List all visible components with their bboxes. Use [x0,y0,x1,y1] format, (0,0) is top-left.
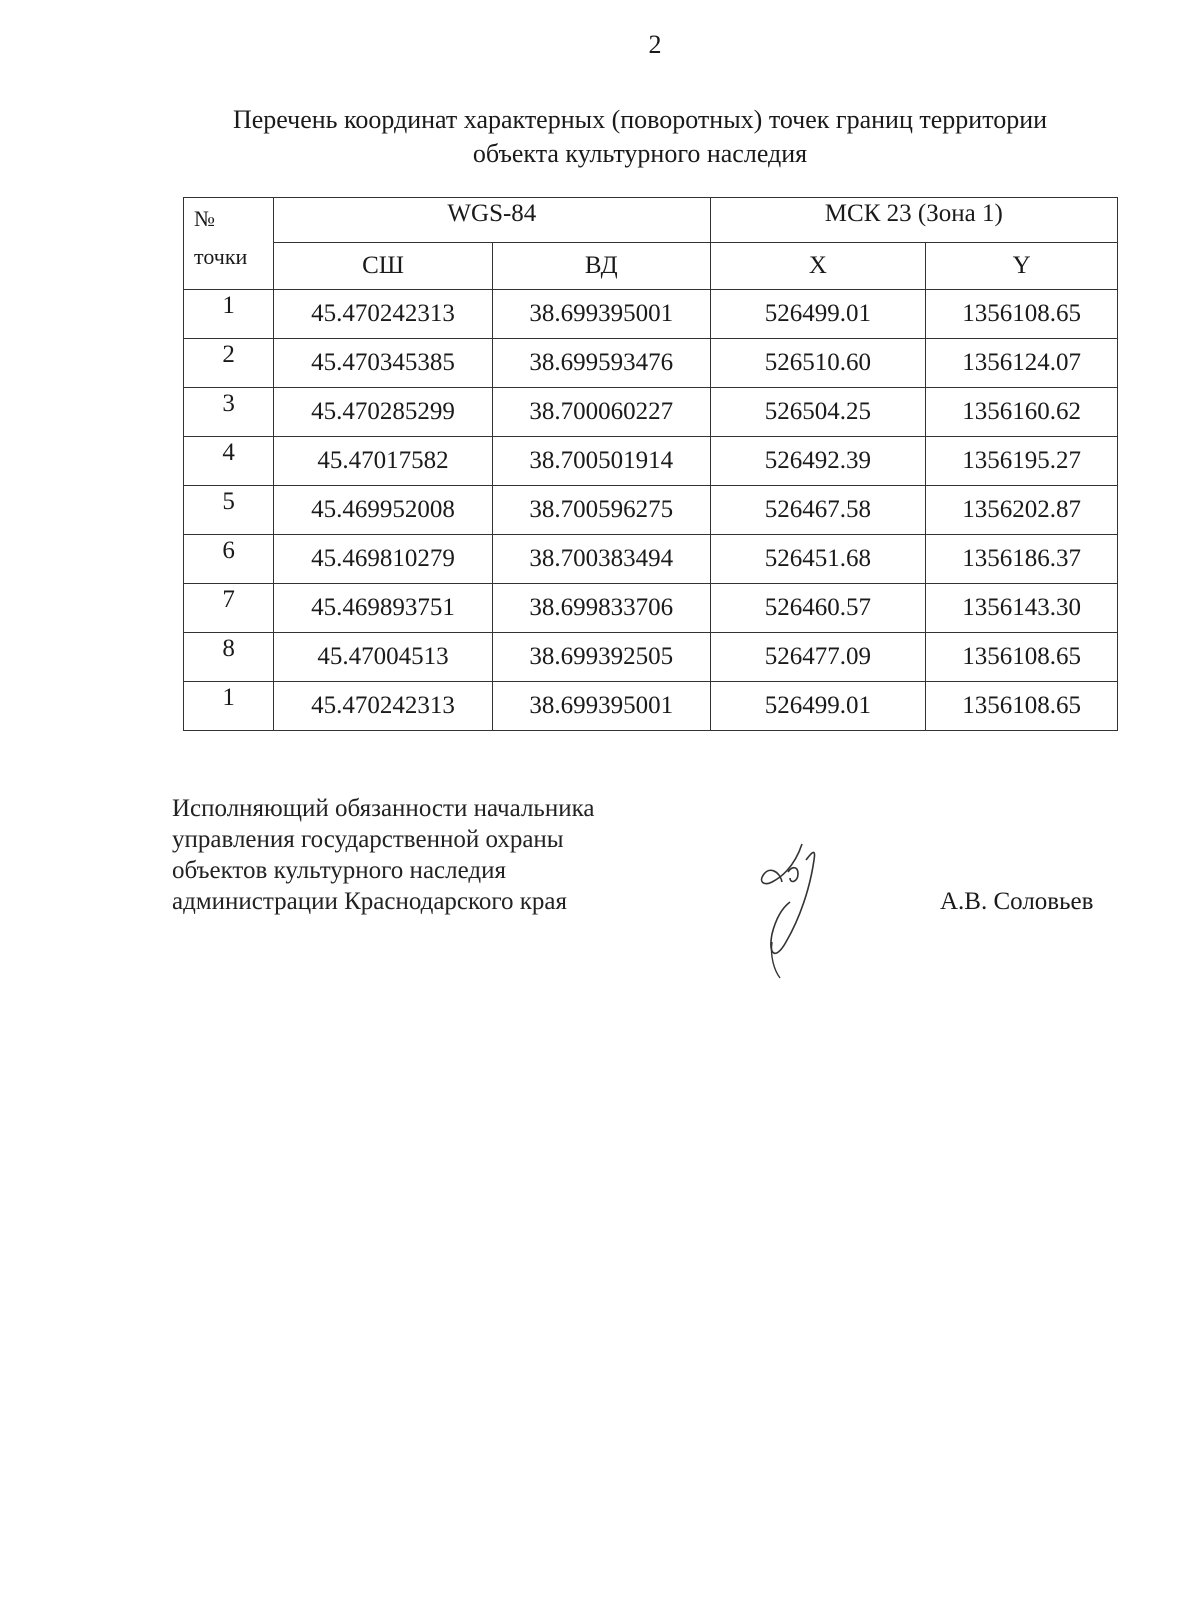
x-coordinate-cell: 526451.68 [710,535,926,584]
signatory-position-line: Исполняющий обязанности начальника [172,795,595,822]
y-coordinate-cell: 1356195.27 [926,437,1118,486]
signatory-position-line: управления государственной охраны [172,826,564,853]
longitude-cell: 38.699395001 [492,682,710,731]
table-row [184,339,1118,388]
latitude-cell: 45.469952008 [274,486,493,535]
table-row [184,290,1118,339]
point-number-cell: 5 [184,486,274,535]
signatory-position-line: объектов культурного наследия [172,857,506,884]
coordinates-table [183,197,1118,731]
x-coordinate-cell: 526492.39 [710,437,926,486]
document-title-line: Перечень координат характерных (поворотных) точек границ территории [232,105,1048,134]
x-coordinate-cell: 526499.01 [710,290,926,339]
table-row [184,486,1118,535]
latitude-cell: 45.470242313 [274,682,493,731]
longitude-cell: 38.699392505 [492,633,710,682]
longitude-cell: 38.700383494 [492,535,710,584]
wgs84-group-header: WGS-84 [274,198,710,243]
point-number-cell: 2 [184,339,274,388]
longitude-cell: 38.700596275 [492,486,710,535]
x-coordinate-cell: 526460.57 [710,584,926,633]
y-coordinate-cell: 1356143.30 [926,584,1118,633]
longitude-cell: 38.700060227 [492,388,710,437]
table-row [184,584,1118,633]
msk23-group-header: МСК 23 (Зона 1) [710,198,1117,243]
document-title-line: объекта культурного наследия [472,139,808,168]
latitude-cell: 45.470285299 [274,388,493,437]
point-number-cell: 8 [184,633,274,682]
y-coordinate-cell: 1356202.87 [926,486,1118,535]
x-coordinate-cell: 526477.09 [710,633,926,682]
latitude-cell: 45.469893751 [274,584,493,633]
latitude-cell: 45.47004513 [274,633,493,682]
point-number-cell: 4 [184,437,274,486]
point-number-cell: 3 [184,388,274,437]
table-row [184,437,1118,486]
signatory-name: А.В. Соловьев [940,888,1094,915]
point-number-cell: 7 [184,584,274,633]
table-row [184,682,1118,731]
longitude-cell: 38.699395001 [492,290,710,339]
y-coordinate-cell: 1356108.65 [926,633,1118,682]
latitude-header: СШ [274,243,493,290]
x-coordinate-cell: 526504.25 [710,388,926,437]
x-coordinate-cell: 526467.58 [710,486,926,535]
x-coordinate-cell: 526510.60 [710,339,926,388]
point-number-header [184,198,274,290]
y-coordinate-cell: 1356186.37 [926,535,1118,584]
number-sign-label: № [194,206,215,231]
signatory-position-line: администрации Краснодарского края [172,888,568,915]
table-row [184,535,1118,584]
y-header: Y [926,243,1118,290]
latitude-cell: 45.469810279 [274,535,493,584]
y-coordinate-cell: 1356108.65 [926,682,1118,731]
x-coordinate-cell: 526499.01 [710,682,926,731]
document-title [140,103,1140,171]
longitude-header: ВД [492,243,710,290]
x-header: X [710,243,926,290]
point-number-cell: 1 [184,682,274,731]
longitude-cell: 38.699593476 [492,339,710,388]
handwritten-signature [750,838,840,988]
longitude-cell: 38.700501914 [492,437,710,486]
y-coordinate-cell: 1356124.07 [926,339,1118,388]
point-number-cell: 1 [184,290,274,339]
latitude-cell: 45.470345385 [274,339,493,388]
coordinates-table-body [184,290,1118,731]
point-label: точки [194,244,248,269]
latitude-cell: 45.47017582 [274,437,493,486]
table-row [184,388,1118,437]
point-number-cell: 6 [184,535,274,584]
y-coordinate-cell: 1356160.62 [926,388,1118,437]
table-row [184,633,1118,682]
latitude-cell: 45.470242313 [274,290,493,339]
y-coordinate-cell: 1356108.65 [926,290,1118,339]
page-number: 2 [648,30,662,59]
longitude-cell: 38.699833706 [492,584,710,633]
signatory-position [172,793,594,917]
